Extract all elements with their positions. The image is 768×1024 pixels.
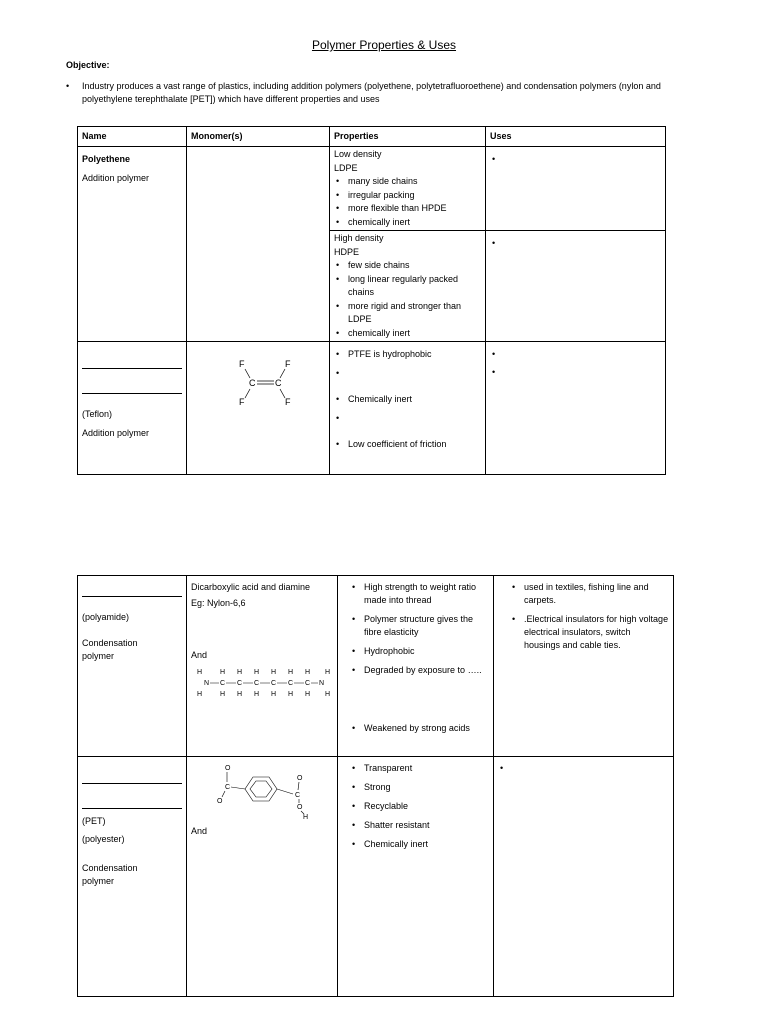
svg-text:H: H — [254, 691, 260, 698]
list-item: • long linear regularly packed chains — [348, 273, 481, 300]
svg-text:O: O — [297, 775, 303, 782]
atom-f: F — [239, 359, 245, 369]
list-item: • High strength to weight ratio made into thread — [364, 581, 489, 607]
svg-text:C: C — [305, 680, 311, 687]
header-monomers: Monomer(s) — [187, 127, 330, 147]
terephthalic-acid-structure — [213, 763, 333, 823]
ptfe-type: Addition polymer — [82, 428, 150, 438]
header-uses: Uses — [486, 127, 666, 147]
polyethene-monomer-cell — [187, 147, 330, 342]
svg-text:C: C — [295, 792, 301, 799]
name-blank-line[interactable] — [82, 798, 182, 809]
svg-text:N: N — [204, 680, 210, 687]
list-item: • few side chains — [348, 259, 481, 273]
list-item: • chemically inert — [348, 327, 481, 341]
tetrafluoroethene-structure — [191, 353, 321, 413]
svg-text:C: C — [271, 680, 277, 687]
list-item: • Chemically inert — [364, 838, 489, 851]
objective-bullet — [66, 80, 706, 106]
svg-text:H: H — [305, 691, 311, 698]
list-item: • many side chains — [348, 175, 481, 189]
addition-polymers-table — [77, 126, 666, 475]
header-name: Name — [78, 127, 187, 147]
list-item: • PTFE is hydrophobic — [348, 348, 481, 361]
svg-text:H: H — [271, 669, 277, 676]
list-item: • chemically inert — [348, 216, 481, 230]
list-item: • Recyclable — [364, 800, 489, 813]
ptfe-properties — [330, 342, 486, 475]
list-item: • more flexible than HPDE — [348, 202, 481, 216]
svg-text:H: H — [305, 669, 311, 676]
svg-text:O: O — [297, 804, 303, 811]
page-title: Polymer Properties & Uses — [311, 38, 457, 52]
list-item: • Hydrophobic — [364, 645, 489, 658]
nylon-monomer-line2: Eg: Nylon-6,6 — [191, 598, 246, 608]
svg-text:H: H — [220, 691, 226, 698]
list-item: • Strong — [364, 781, 489, 794]
pet-type: Condensation polymer — [82, 863, 138, 886]
atom-f: F — [239, 397, 245, 407]
svg-text:C: C — [288, 680, 294, 687]
table-row — [78, 147, 666, 231]
svg-text:H: H — [271, 691, 277, 698]
ldpe-properties — [330, 147, 486, 231]
polyethene-name: Polyethene — [82, 154, 131, 164]
atom-c: C — [275, 378, 282, 388]
list-item: • Polymer structure gives the fibre elasticity — [364, 613, 489, 639]
name-blank-line[interactable] — [82, 358, 182, 369]
hexanediamine-structure — [191, 666, 331, 700]
hdpe-line2: HDPE — [334, 246, 360, 257]
objective-text: Industry produces a vast range of plastics, including addition polymers (polyethene, polytetrafluoroethene) and condensation polymers (nylon and polyethylene terephthalate [PET]) which have different properties and uses — [82, 81, 661, 104]
list-item[interactable] — [504, 366, 661, 379]
header-properties: Properties — [330, 127, 486, 147]
name-blank-line[interactable] — [82, 586, 182, 597]
svg-text:C: C — [254, 680, 260, 687]
table-row — [78, 342, 666, 475]
list-item: • Chemically inert — [348, 393, 481, 406]
hdpe-properties — [330, 231, 486, 342]
list-item: • .Electrical insulators for high voltage electrical insulators, switch housings and cable ties. — [524, 613, 669, 652]
and-label: And — [191, 650, 208, 660]
svg-text:O: O — [217, 798, 223, 805]
pet-uses — [494, 757, 674, 997]
svg-text:H: H — [254, 669, 260, 676]
polyethene-type: Addition polymer — [82, 173, 150, 183]
ptfe-uses — [486, 342, 666, 475]
nylon-properties — [338, 576, 494, 757]
pet-paren2: (polyester) — [82, 834, 125, 844]
nylon-name-cell — [78, 576, 187, 757]
list-item: • Transparent — [364, 762, 489, 775]
svg-text:H: H — [288, 691, 294, 698]
ldpe-line2: LDPE — [334, 162, 358, 173]
svg-text:H: H — [197, 669, 203, 676]
svg-text:H: H — [237, 691, 243, 698]
ldpe-uses — [486, 147, 666, 231]
list-item[interactable] — [348, 412, 481, 425]
condensation-polymers-table — [77, 575, 674, 997]
list-item: • more rigid and stronger than LDPE — [348, 300, 481, 327]
hdpe-uses — [486, 231, 666, 342]
list-item[interactable] — [504, 237, 661, 250]
svg-text:H: H — [303, 814, 309, 821]
svg-text:O: O — [225, 765, 231, 772]
svg-text:H: H — [220, 669, 226, 676]
polyethene-name-cell — [78, 147, 187, 342]
nylon-monomer-cell — [187, 576, 338, 757]
list-item: • Degraded by exposure to ….. — [364, 664, 489, 677]
ptfe-monomer-cell — [187, 342, 330, 475]
nylon-uses — [494, 576, 674, 757]
pet-monomer-cell — [187, 757, 338, 997]
svg-text:C: C — [237, 680, 243, 687]
list-item[interactable] — [512, 762, 669, 775]
list-item[interactable] — [504, 153, 661, 166]
atom-c: C — [249, 378, 256, 388]
svg-text:H: H — [325, 669, 331, 676]
list-item: • used in textiles, fishing line and carpets. — [524, 581, 669, 607]
pet-paren: (PET) — [82, 816, 106, 826]
svg-text:H: H — [237, 669, 243, 676]
nylon-paren: (polyamide) — [82, 612, 130, 622]
name-blank-line[interactable] — [82, 773, 182, 784]
ptfe-name-cell — [78, 342, 187, 475]
ptfe-paren: (Teflon) — [82, 409, 113, 419]
svg-text:C: C — [220, 680, 226, 687]
list-item: • Weakened by strong acids — [364, 722, 489, 735]
svg-text:H: H — [325, 691, 331, 698]
pet-name-cell — [78, 757, 187, 997]
table-row — [78, 757, 674, 997]
list-item: • Low coefficient of friction — [348, 438, 481, 451]
svg-text:H: H — [288, 669, 294, 676]
name-blank-line[interactable] — [82, 383, 182, 394]
bullet-dot: • — [66, 81, 70, 91]
atom-f: F — [285, 359, 291, 369]
table-row — [78, 576, 674, 757]
nylon-monomer-line1: Dicarboxylic acid and diamine — [191, 582, 311, 592]
and-label: And — [191, 826, 208, 836]
list-item: • irregular packing — [348, 189, 481, 203]
list-item: • Shatter resistant — [364, 819, 489, 832]
hdpe-line1: High density — [334, 233, 384, 243]
list-item[interactable] — [504, 348, 661, 361]
svg-text:H: H — [197, 691, 203, 698]
svg-text:C: C — [225, 784, 231, 791]
nylon-type: Condensation polymer — [82, 638, 138, 661]
objective-label: Objective: — [66, 60, 110, 70]
list-item[interactable] — [348, 367, 481, 380]
atom-f: F — [285, 397, 291, 407]
svg-text:N: N — [319, 680, 325, 687]
pet-properties — [338, 757, 494, 997]
ldpe-line1: Low density — [334, 149, 382, 159]
